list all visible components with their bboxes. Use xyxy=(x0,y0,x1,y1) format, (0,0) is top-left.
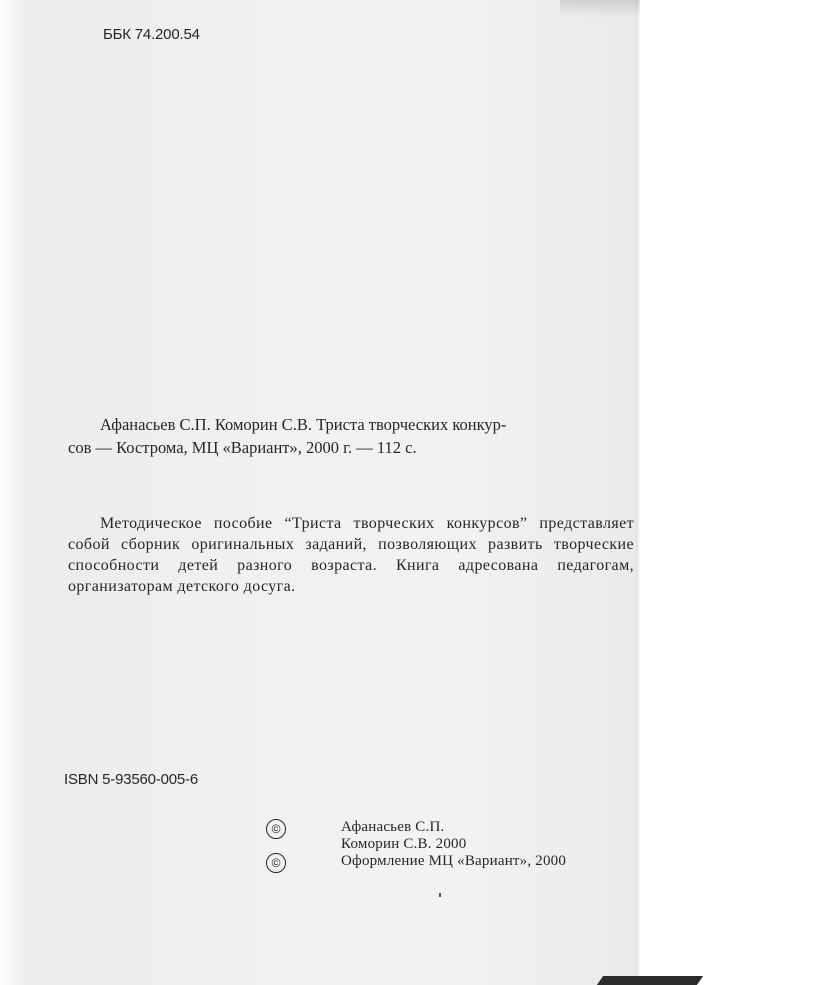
copyright-row-1 xyxy=(266,819,445,839)
copyright-icon: © xyxy=(266,819,286,839)
copyright-holder-1: Афанасьев С.П. xyxy=(341,819,445,835)
copyright-row-3 xyxy=(266,853,567,873)
scan-margin xyxy=(0,0,28,985)
citation-line-2: сов — Кострома, МЦ «Вариант», 2000 г. — 112 с. xyxy=(68,438,417,457)
book-annotation: Методическое пособие “Триста творческих конкурсов” представляет собой сборник оригинальных заданий, позволяющих развить творческие способности детей разного возраста. Книга адресована педагогам, организаторам детского досуга. xyxy=(68,515,634,595)
bbk-classification: ББК 74.200.54 xyxy=(103,26,200,43)
scan-corner-mark xyxy=(597,976,703,985)
copyright-icon: © xyxy=(266,853,286,873)
page-speck xyxy=(439,893,441,897)
bibliographic-citation xyxy=(68,413,634,459)
page-edge xyxy=(636,0,640,985)
isbn-number: ISBN 5-93560-005-6 xyxy=(64,771,198,788)
citation-line-1: Афанасьев С.П. Коморин С.В. Триста творческих конкур- xyxy=(100,415,507,434)
book-page xyxy=(28,0,640,985)
copyright-holder-2: Коморин С.В. 2000 xyxy=(341,836,467,852)
copyright-design: Оформление МЦ «Вариант», 2000 xyxy=(341,853,567,869)
scan-shadow xyxy=(560,0,640,18)
